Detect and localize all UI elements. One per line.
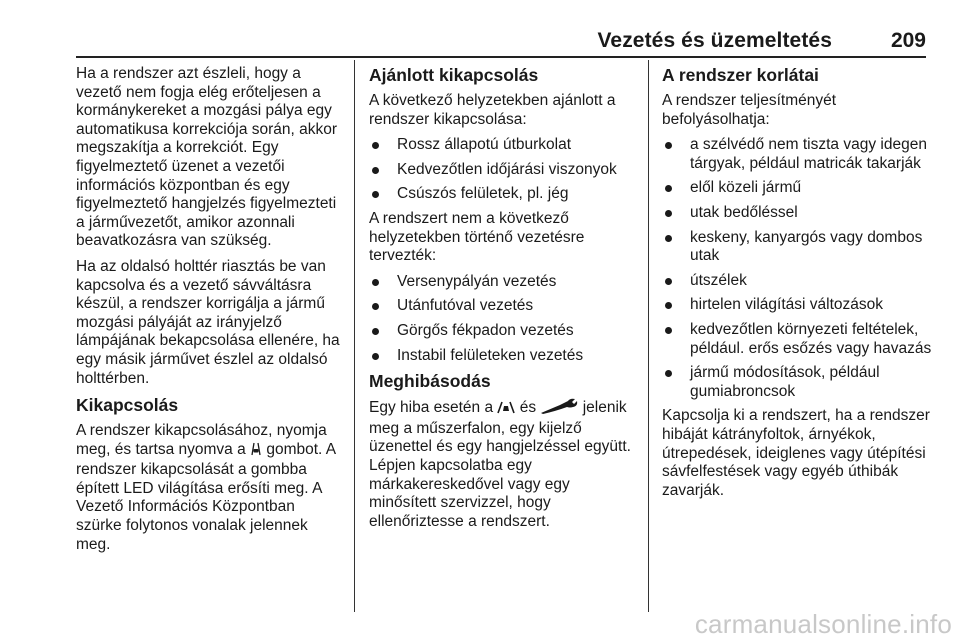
heading-recommended-off: Ajánlott kikapcsolás bbox=[369, 65, 539, 85]
list-item-text: Versenypályán vezetés bbox=[397, 272, 557, 290]
outro-limitations: Kapcsolja ki a rendszert, ha a rendszer hibáját kátrányfoltok, árnyékok, útrepedések, ideiglenes vagy útépítési sávfelfestések vagy egyéb úthibák zavarják. bbox=[662, 407, 930, 499]
list-item-text: utak bedőléssel bbox=[690, 203, 798, 221]
text-segment: és bbox=[515, 399, 541, 417]
list-item bbox=[369, 297, 637, 316]
list-item-text: útszélek bbox=[690, 271, 747, 289]
column-divider-left bbox=[354, 60, 355, 612]
heading-deactivation: Kikapcsolás bbox=[76, 395, 179, 416]
bullet bbox=[372, 303, 379, 310]
list-item bbox=[662, 229, 934, 266]
bullet bbox=[372, 328, 379, 335]
wrench-icon bbox=[540, 398, 578, 420]
header-rule bbox=[76, 56, 926, 58]
list-item bbox=[662, 272, 934, 291]
list-item-text: Kedvezőtlen időjárási viszonyok bbox=[397, 160, 617, 178]
bullet bbox=[665, 302, 672, 309]
list-item bbox=[369, 322, 637, 341]
list-item-text: Rossz állapotú útburkolat bbox=[397, 136, 572, 154]
list-recommended bbox=[369, 136, 637, 204]
list-item-text: Csúszós felületek, pl. jég bbox=[397, 185, 569, 203]
intro-limitations: A rendszer teljesítményét befolyásolhatja: bbox=[662, 92, 837, 128]
list-item-text: Utánfutóval vezetés bbox=[397, 297, 534, 315]
heading-malfunction: Meghibásodás bbox=[369, 371, 491, 392]
list-item bbox=[662, 296, 934, 315]
list-item bbox=[369, 273, 637, 292]
list-item bbox=[369, 347, 637, 366]
lane-keep-car-icon bbox=[497, 400, 515, 420]
list-item bbox=[662, 364, 934, 401]
list-item bbox=[662, 136, 934, 173]
page-header bbox=[76, 26, 926, 56]
list-item-text: Görgős fékpadon vezetés bbox=[397, 321, 574, 339]
text-before-icon: A rendszer kikapcsolásához, nyomja meg, és tartsa nyomva a bbox=[76, 422, 327, 458]
list-item-text: kedvezőtlen környezeti feltételek, például. erős esőzés vagy havazás bbox=[690, 320, 932, 357]
bullet bbox=[665, 210, 672, 217]
list-item bbox=[369, 136, 637, 155]
list-item-text: hirtelen világítási változások bbox=[690, 296, 883, 314]
intro-not-designed: A rendszert nem a következő helyzetekben történő vezetésre tervezték: bbox=[369, 209, 585, 265]
bullet bbox=[665, 278, 672, 285]
bullet bbox=[665, 235, 672, 242]
list-item-text: elől közeli jármű bbox=[690, 179, 802, 197]
bullet bbox=[665, 185, 672, 192]
column-left bbox=[76, 65, 344, 561]
bullet bbox=[372, 167, 379, 174]
list-limitations bbox=[662, 136, 934, 401]
paragraph-correction: Ha a rendszer azt észleli, hogy a vezető nem fogja elég erőteljesen a kormánykereket a mozgási pálya egy automatikusa korrekciója során, akkor megszakítja a korrekciót. Egy figyelmeztető üzenet a vezetői információs központban és egy figyelmeztető hangjelzés figyelmezteti a járművezetőt, amikor azonnali beavatkozásra van szükség. bbox=[76, 65, 338, 250]
section-title: Vezetés és üzemeltetés bbox=[597, 29, 832, 52]
bullet bbox=[372, 191, 379, 198]
list-item-text: a szélvédő nem tiszta vagy idegen tárgyak, például matricák takarják bbox=[690, 136, 927, 172]
list-item bbox=[369, 161, 637, 180]
list-item bbox=[662, 321, 934, 358]
page-number: 209 bbox=[890, 29, 926, 52]
lane-assist-icon bbox=[250, 442, 262, 462]
text-segment: Egy hiba esetén a bbox=[369, 399, 498, 417]
list-not-designed bbox=[369, 273, 637, 365]
paragraph-deactivation bbox=[76, 422, 344, 554]
list-item-text: Instabil felületeken vezetés bbox=[397, 346, 584, 364]
list-item bbox=[662, 179, 934, 198]
bullet bbox=[665, 370, 672, 377]
bullet bbox=[372, 279, 379, 286]
list-item bbox=[662, 204, 934, 223]
text-after-icon: gombot. A rendszer kikapcsolását a gombba épített LED világítása erősíti meg. A Vezető Információs Központban szürke folytonos vonalak jelennek meg. bbox=[76, 440, 336, 553]
list-item bbox=[369, 185, 637, 204]
bullet bbox=[665, 327, 672, 334]
bullet bbox=[665, 142, 672, 149]
bullet bbox=[372, 353, 379, 360]
column-right bbox=[662, 65, 934, 507]
bullet bbox=[372, 142, 379, 149]
paragraph-malfunction bbox=[369, 398, 637, 531]
intro-recommended: A következő helyzetekben ajánlott a rendszer kikapcsolása: bbox=[369, 92, 616, 128]
watermark: carmanualsonline.info bbox=[694, 609, 952, 639]
heading-limitations: A rendszer korlátai bbox=[662, 65, 819, 85]
list-item-text: jármű módosítások, például gumiabroncsok bbox=[690, 364, 880, 400]
text-segment: jelenik meg a műszerfalon, egy kijelző üzenettel és egy hangjelzéssel együtt. Lépjen kapcsolatba egy márkakereskedővel vagy egy minősített szervizzel, hogy ellenőriztesse a rendszert. bbox=[369, 399, 631, 530]
list-item-text: keskeny, kanyargós vagy dombos utak bbox=[690, 228, 923, 265]
column-middle bbox=[369, 65, 637, 538]
paragraph-blind-spot: Ha az oldalsó holttér riasztás be van kapcsolva és a vezető sávváltásra készül, a rendszer korrigálja a jármű mozgási pályáját az irányjelző lámpájának bekapcsolása ellenére, ha egy másik járművet észlel az oldalsó holttérben. bbox=[76, 257, 340, 387]
column-divider-right bbox=[648, 60, 649, 612]
